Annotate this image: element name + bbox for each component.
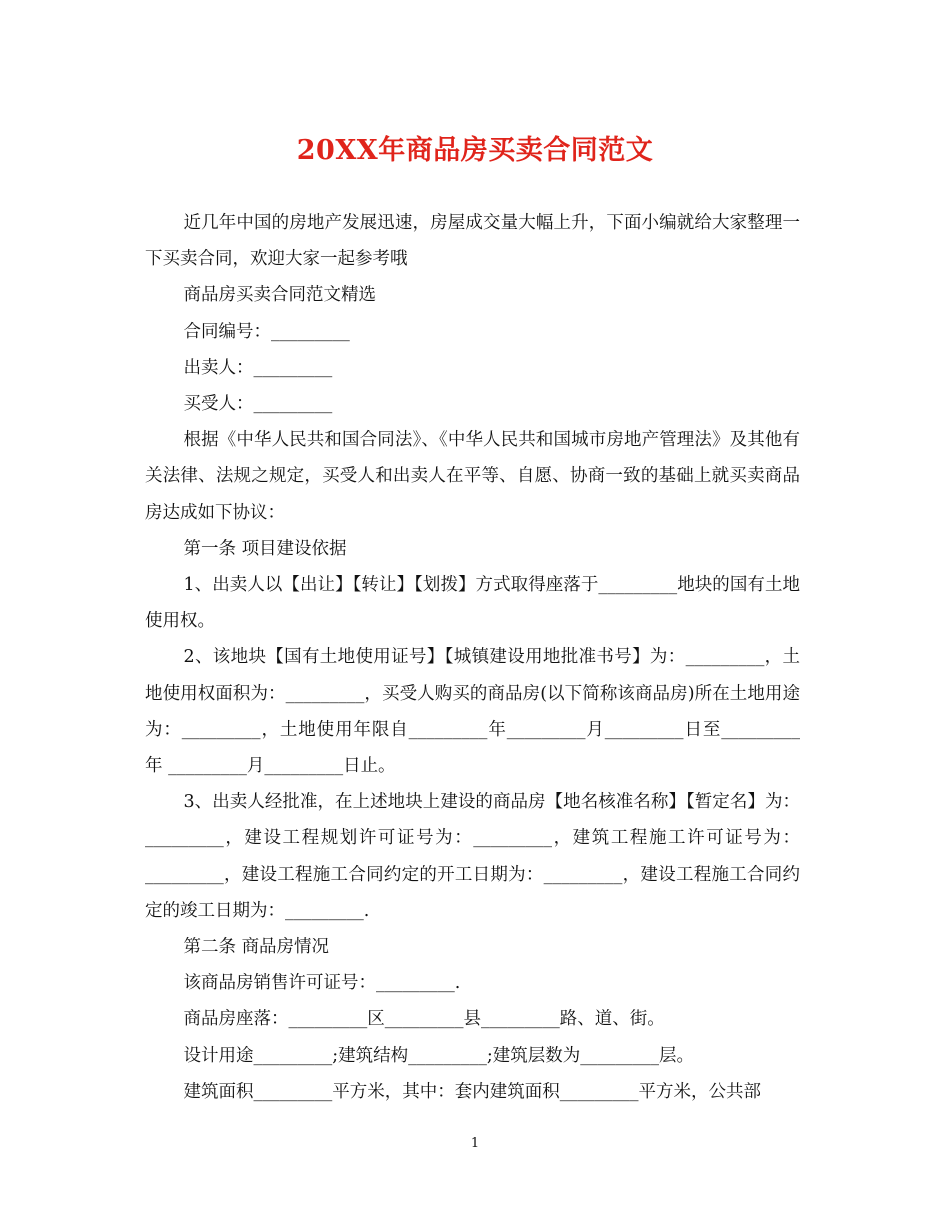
paragraph-design-use: 设计用途_________;建筑结构_________;建筑层数为_________层。 [183,1045,695,1066]
paragraph-buyer: 买受人：_________ [183,394,333,415]
document-title: 20XX年商品房买卖合同范文 [296,135,654,166]
paragraph-section-heading: 商品房买卖合同范文精选 [183,285,376,306]
paragraph-clause-2: 2、该地块【国有土地使用证号】【城镇建设用地批准书号】为：_________，土地使用权面积为：_________，买受人购买的商品房(以下简称该商品房)所在土地用途为：_________，土地使用年限自_________年_________月_________日至_________年 _________月_________日止。 [145,647,800,777]
paragraph-location: 商品房座落：_________区_________县_________路、道、街。 [183,1009,665,1030]
page-number: 1 [470,1136,480,1151]
paragraph-clause-3: 3、出卖人经批准，在上述地块上建设的商品房【地名核准名称】【暂定名】为：_________，建设工程规划许可证号为：_________，建筑工程施工许可证号为：_________，建设工程施工合同约定的开工日期为：_________，建设工程施工合同约定的竣工日期为：_________. [145,792,800,921]
paragraph-intro: 近几年中国的房地产发展迅速，房屋成交量大幅上升，下面小编就给大家整理一下买卖合同，欢迎大家一起参考哦 [145,213,800,270]
paragraph-seller: 出卖人：_________ [183,357,333,378]
document-body [145,205,800,1110]
paragraph-article-1: 第一条 项目建设依据 [183,538,347,559]
paragraph-article-2: 第二条 商品房情况 [183,937,330,958]
paragraph-contract-number: 合同编号：_________ [183,321,350,342]
paragraph-sales-permit: 该商品房销售许可证号：_________. [183,973,461,994]
paragraph-building-area: 建筑面积_________平方米，其中：套内建筑面积_________平方米，公共部 [183,1081,761,1102]
paragraph-legal-basis: 根据《中华人民共和国合同法》、《中华人民共和国城市房地产管理法》及其他有关法律、法规之规定，买受人和出卖人在平等、自愿、协商一致的基础上就买卖商品房达成如下协议： [145,430,800,523]
paragraph-clause-1: 1、出卖人以【出让】【转让】【划拨】方式取得座落于_________地块的国有土地使用权。 [145,575,800,632]
